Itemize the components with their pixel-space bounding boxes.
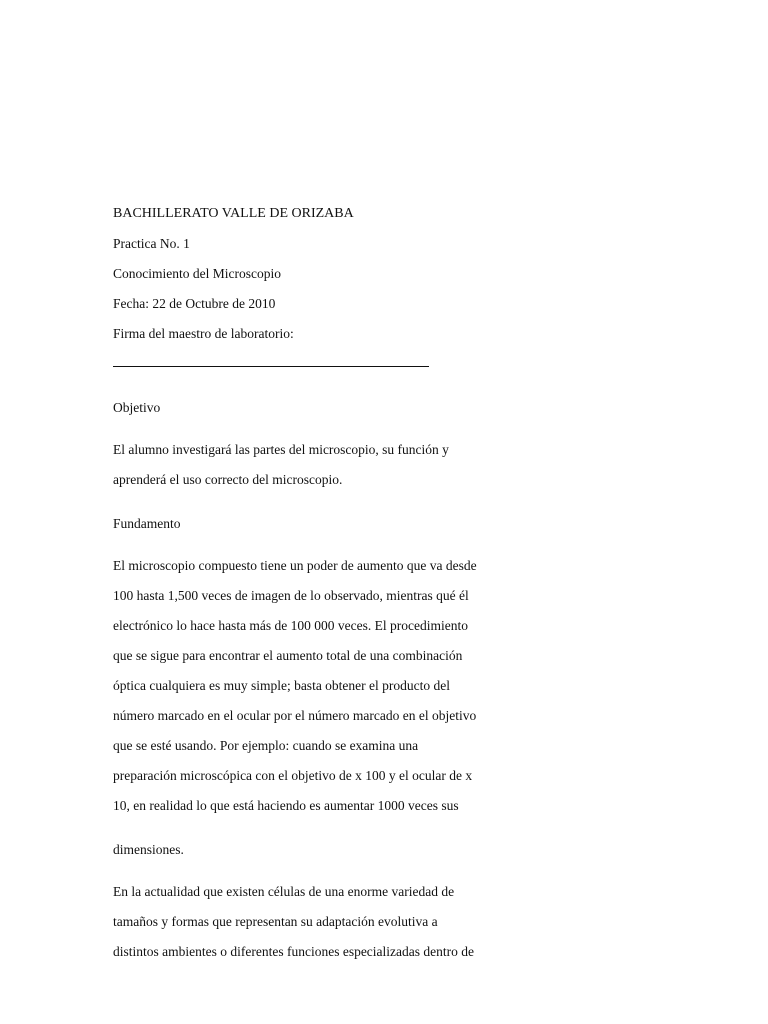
practice-number: Practica No. 1 [113, 236, 190, 251]
school-name: BACHILLERATO VALLE DE ORIZABA [113, 206, 354, 221]
objective-line: aprenderá el uso correcto del microscopio. [113, 472, 343, 487]
practice-title: Conocimiento del Microscopio [113, 266, 281, 281]
foundation-line: preparación microscópica con el objetivo de x 100 y el ocular de x [113, 768, 473, 783]
foundation-line: tamaños y formas que representan su adaptación evolutiva a [113, 914, 438, 929]
foundation-line: 10, en realidad lo que está haciendo es aumentar 1000 veces sus [113, 798, 459, 813]
foundation-line: que se esté usando. Por ejemplo: cuando se examina una [113, 738, 419, 753]
signature-line [113, 349, 429, 379]
foundation-line: dimensiones. [113, 841, 184, 857]
objective-line: El alumno investigará las partes del microscopio, su función y [113, 442, 449, 457]
practice-date: Fecha: 22 de Octubre de 2010 [113, 296, 276, 311]
foundation-line: En la actualidad que existen células de una enorme variedad de [113, 884, 455, 899]
foundation-line: número marcado en el ocular por el número marcado en el objetivo [113, 708, 477, 723]
foundation-heading: Fundamento [113, 515, 181, 531]
foundation-line: electrónico lo hace hasta más de 100 000 veces. El procedimiento [113, 618, 468, 633]
document-body [113, 199, 533, 967]
foundation-line: El microscopio compuesto tiene un poder de aumento que va desde [113, 558, 477, 573]
foundation-line: que se sigue para encontrar el aumento total de una combinación [113, 648, 463, 663]
foundation-line: 100 hasta 1,500 veces de imagen de lo observado, mientras qué él [113, 588, 469, 603]
foundation-line: óptica cualquiera es muy simple; basta obtener el producto del [113, 678, 451, 693]
objective-heading: Objetivo [113, 399, 161, 415]
foundation-line: distintos ambientes o diferentes funciones especializadas dentro de [113, 944, 475, 959]
signature-label: Firma del maestro de laboratorio: [113, 326, 294, 341]
